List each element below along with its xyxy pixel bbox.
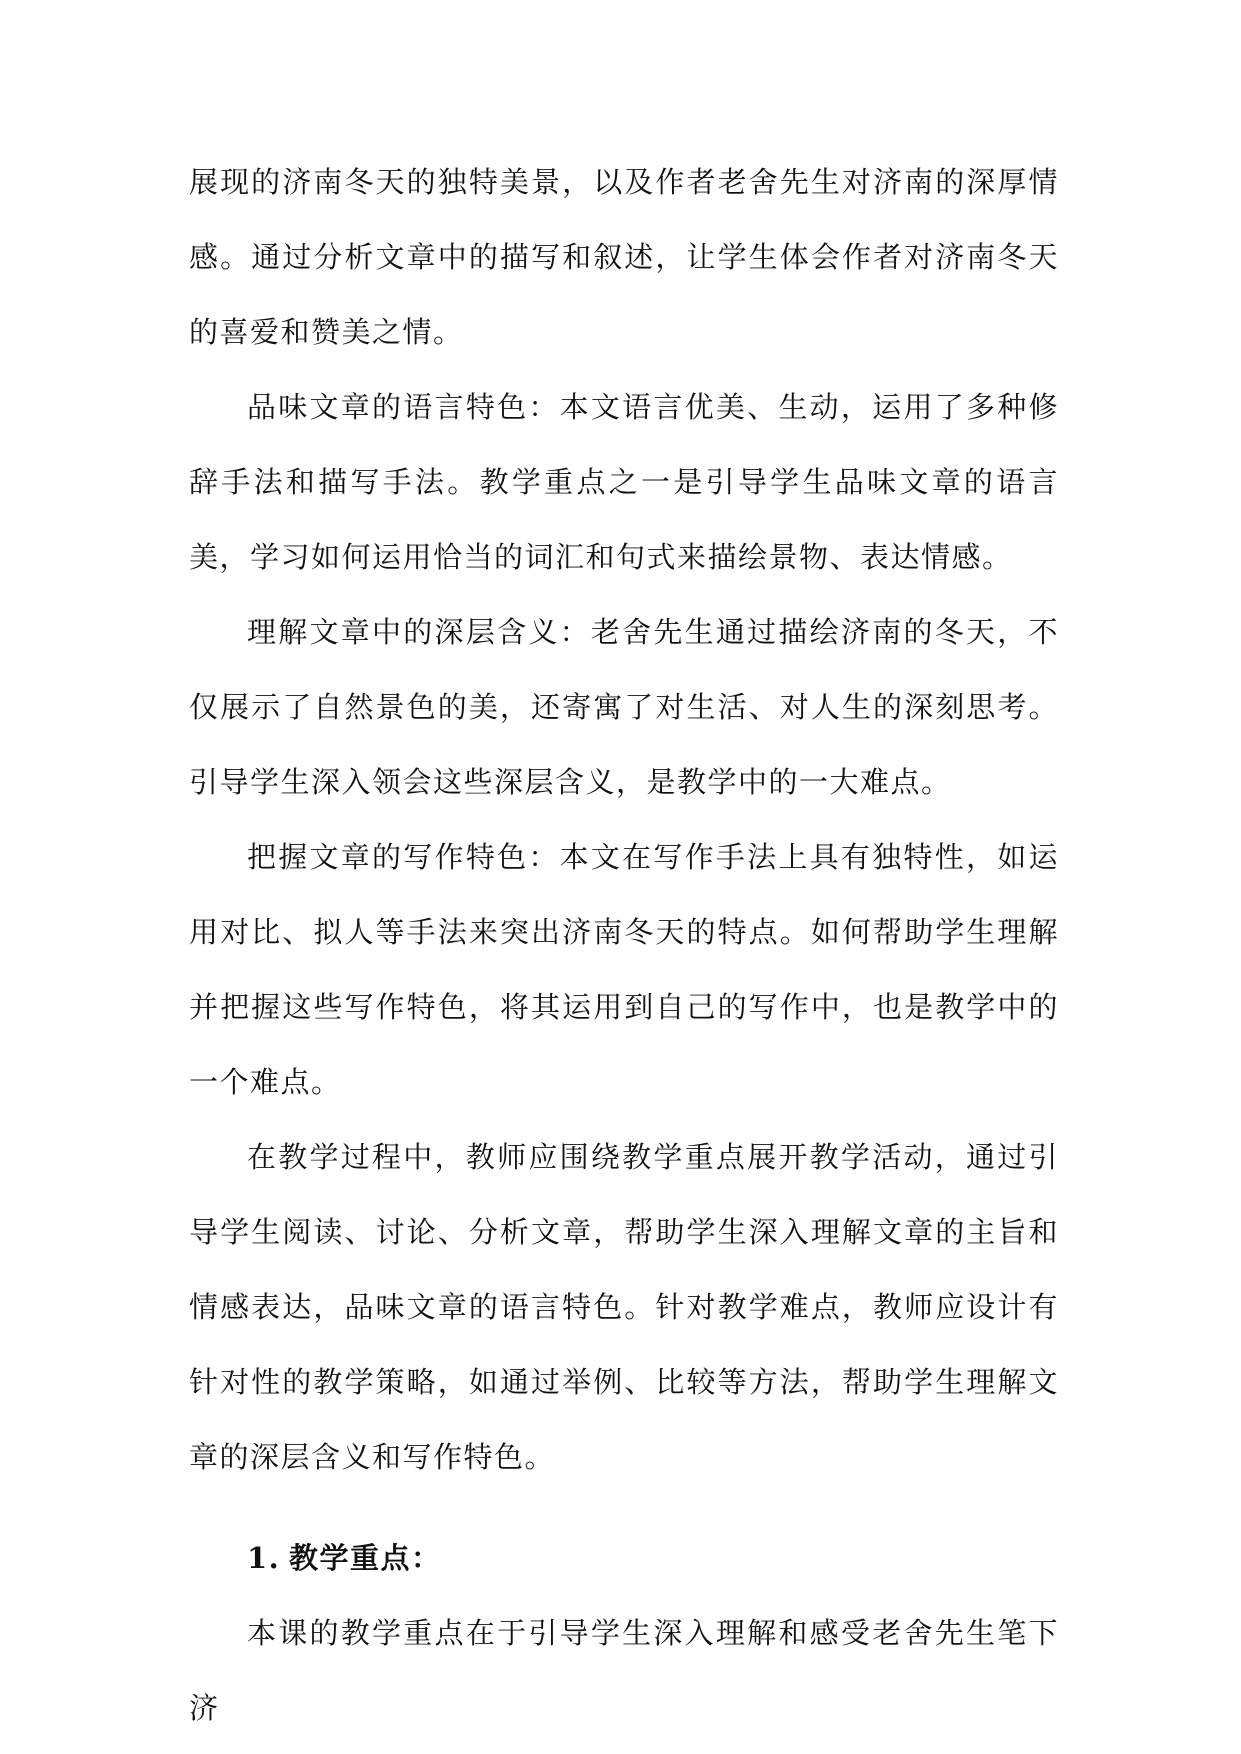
paragraph-1: 展现的济南冬天的独特美景，以及作者老舍先生对济南的深厚情感。通过分析文章中的描写和叙述，让学生体会作者对济南冬天的喜爱和赞美之情。 xyxy=(189,165,1059,349)
paragraph-6: 本课的教学重点在于引导学生深入理解和感受老舍先生笔下济 xyxy=(189,1616,1059,1725)
paragraph-2: 品味文章的语言特色：本文语言优美、生动，运用了多种修辞手法和描写手法。教学重点之一是引导学生品味文章的语言美，学习如何运用恰当的词汇和句式来描绘景物、表达情感。 xyxy=(189,390,1059,574)
document-body xyxy=(189,145,1059,1746)
section-heading xyxy=(189,1521,1059,1596)
paragraph-5: 在教学过程中，教师应围绕教学重点展开教学活动，通过引导学生阅读、讨论、分析文章，帮助学生深入理解文章的主旨和情感表达，品味文章的语言特色。针对教学难点，教师应设计有针对性的教学策略，如通过举例、比较等方法，帮助学生理解文章的深层含义和写作特色。 xyxy=(189,1140,1059,1474)
section-number: 1. xyxy=(247,1541,281,1575)
paragraph-4: 把握文章的写作特色：本文在写作手法上具有独特性，如运用对比、拟人等手法来突出济南冬天的特点。如何帮助学生理解并把握这些写作特色，将其运用到自己的写作中，也是教学中的一个难点。 xyxy=(189,840,1059,1099)
section-title: 教学重点： xyxy=(289,1541,442,1575)
paragraph-3: 理解文章中的深层含义：老舍先生通过描绘济南的冬天，不仅展示了自然景色的美，还寄寓了对生活、对人生的深刻思考。引导学生深入领会这些深层含义，是教学中的一大难点。 xyxy=(189,615,1059,799)
